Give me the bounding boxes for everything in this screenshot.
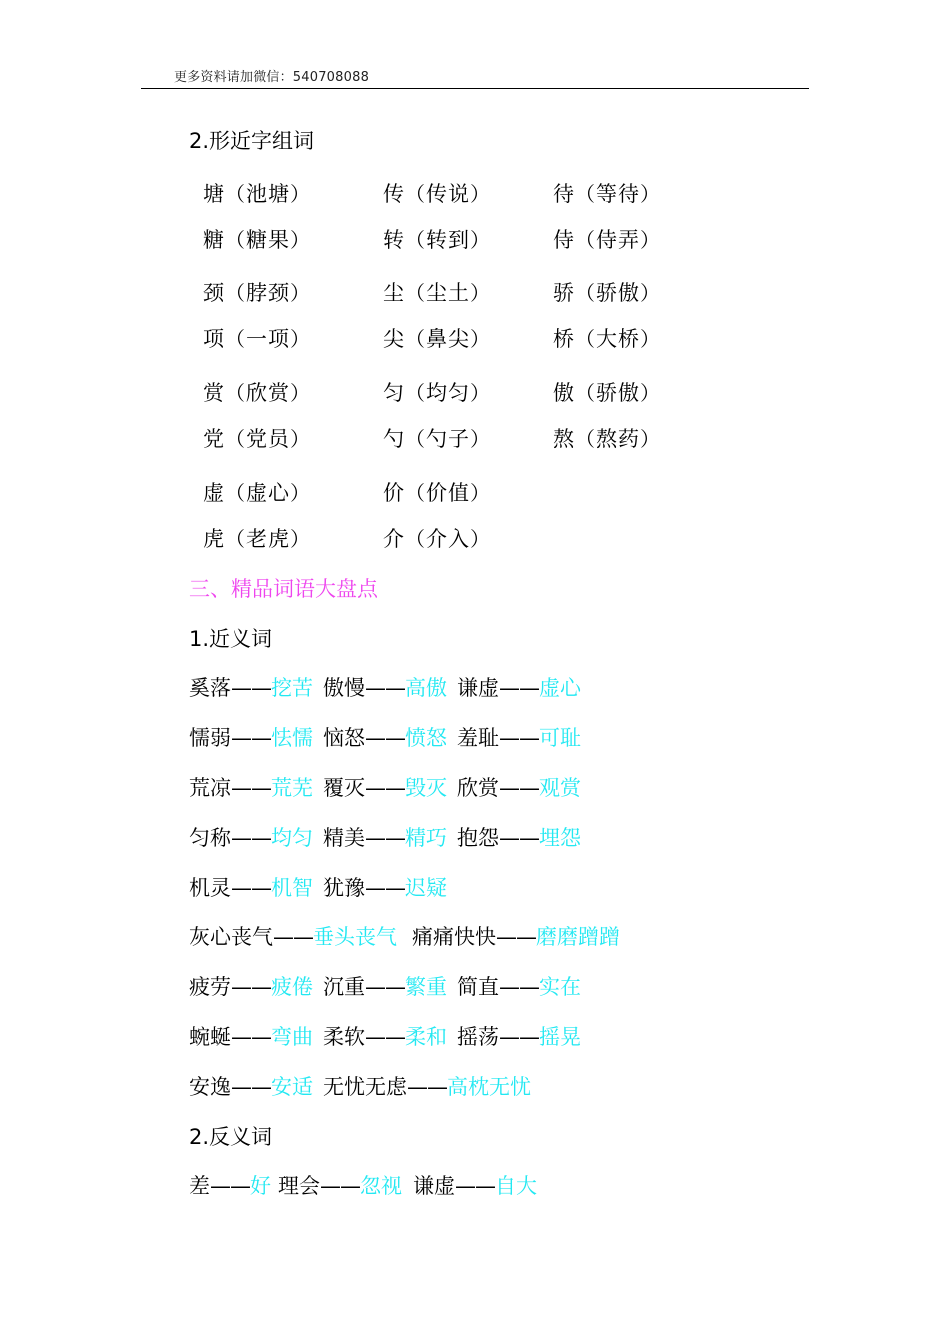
paren-close: ） [640,327,661,351]
xingjin-pair [383,280,491,306]
synonym-answer: 毁灭 [405,776,447,800]
synonym-item [457,825,581,851]
paren-close: ） [470,228,491,252]
dash: —— [365,776,405,800]
paren-open: （ [575,228,596,252]
pair-char: 傲 [553,381,575,405]
synonym-word: 恼怒 [323,726,365,750]
pair-char: 桥 [553,327,575,351]
synonym-answer: 高傲 [405,676,447,700]
xingjin-pair [383,426,491,452]
pair-char: 项 [203,327,225,351]
dash: —— [499,975,539,999]
synonym-item [323,974,447,1000]
paren-close: ） [470,527,491,551]
pair-word: 等待 [596,182,640,206]
paren-open: （ [405,228,426,252]
dash: —— [365,1025,405,1049]
pair-word: 介入 [426,527,470,551]
pair-char: 价 [383,481,405,505]
synonym-answer: 挖苦 [271,676,313,700]
dash: —— [499,776,539,800]
antonym-word: 理会 [278,1174,320,1198]
xingjin-pair [203,480,311,506]
synonym-item [189,825,313,851]
dash: —— [231,676,271,700]
xingjin-pair [383,526,491,552]
xingjin-pair [203,181,311,207]
pair-char: 勺 [383,427,405,451]
header-divider [141,88,809,89]
pair-word: 脖颈 [246,281,290,305]
pair-word: 传说 [426,182,470,206]
dash: —— [210,1174,250,1198]
pair-word: 池塘 [246,182,290,206]
synonyms-title: 1.近义词 [189,627,273,651]
pair-char: 介 [383,527,405,551]
dash: —— [499,1025,539,1049]
paren-close: ） [640,182,661,206]
synonym-word: 沉重 [323,975,365,999]
dash: —— [320,1174,360,1198]
synonym-item [457,974,581,1000]
synonym-word: 疲劳 [189,975,231,999]
paren-open: （ [405,182,426,206]
synonym-word: 羞耻 [457,726,499,750]
synonym-answer: 怯懦 [271,726,313,750]
paren-close: ） [470,381,491,405]
pair-word: 骄傲 [596,281,640,305]
xingjin-pair [203,526,311,552]
synonym-word: 安逸 [189,1075,231,1099]
synonym-answer: 均匀 [271,826,313,850]
synonym-item [189,1074,313,1100]
antonym-answer: 忽视 [360,1174,402,1198]
dash: —— [231,1025,271,1049]
antonym-word: 谦虚 [413,1174,455,1198]
pair-char: 塘 [203,182,225,206]
xingjin-pair [383,227,491,253]
synonym-word: 懦弱 [189,726,231,750]
dash: —— [365,726,405,750]
synonym-word: 傲慢 [323,676,365,700]
paren-open: （ [405,381,426,405]
synonym-word: 柔软 [323,1025,365,1049]
synonym-item [323,725,447,751]
synonym-item [323,1074,531,1100]
dash: —— [496,925,536,949]
paren-open: （ [575,182,596,206]
paren-open: （ [405,327,426,351]
xingjin-pair [383,380,491,406]
pair-word: 价值 [426,481,470,505]
antonym-answer: 自大 [495,1174,537,1198]
xingjin-pair [203,280,311,306]
paren-close: ） [470,481,491,505]
synonym-word: 简直 [457,975,499,999]
synonym-item [189,875,313,901]
pair-char: 匀 [383,381,405,405]
paren-open: （ [575,381,596,405]
paren-close: ） [470,182,491,206]
synonym-word: 痛痛快快 [412,925,496,949]
synonym-answer: 垂头丧气 [313,925,397,949]
dash: —— [231,826,271,850]
paren-close: ） [470,427,491,451]
pair-char: 熬 [553,427,575,451]
dash: —— [499,826,539,850]
paren-close: ） [470,281,491,305]
pair-char: 骄 [553,281,575,305]
synonym-word: 匀称 [189,826,231,850]
synonym-item [457,1024,581,1050]
dash: —— [365,876,405,900]
paren-close: ） [640,381,661,405]
paren-open: （ [575,281,596,305]
xingjin-pair [553,426,661,452]
synonym-word: 谦虚 [457,676,499,700]
synonym-word: 抱怨 [457,826,499,850]
synonym-item [457,775,581,801]
synonym-word: 灰心丧气 [189,925,273,949]
xingjin-title: 2.形近字组词 [189,129,315,153]
pair-word: 大桥 [596,327,640,351]
pair-char: 党 [203,427,225,451]
pair-word: 转到 [426,228,470,252]
pair-word: 鼻尖 [426,327,470,351]
dash: —— [407,1075,447,1099]
synonym-item [189,675,313,701]
synonym-item [323,825,447,851]
pair-word: 骄傲 [596,381,640,405]
pair-word: 老虎 [246,527,290,551]
pair-word: 虚心 [246,481,290,505]
antonym-item [413,1173,537,1199]
xingjin-pair [553,280,661,306]
dash: —— [499,726,539,750]
paren-open: （ [405,427,426,451]
paren-close: ） [290,281,311,305]
pair-char: 尘 [383,281,405,305]
paren-close: ） [290,427,311,451]
synonym-answer: 埋怨 [539,826,581,850]
synonym-word: 精美 [323,826,365,850]
paren-close: ） [640,281,661,305]
synonym-answer: 弯曲 [271,1025,313,1049]
pair-word: 糖果 [246,228,290,252]
dash: —— [231,726,271,750]
paren-close: ） [290,327,311,351]
page-header-text: 更多资料请加微信：540708088 [174,70,370,85]
pair-word: 尘土 [426,281,470,305]
dash: —— [365,826,405,850]
synonym-word: 无忧无虑 [323,1075,407,1099]
xingjin-pair [553,380,661,406]
paren-close: ） [290,527,311,551]
synonym-answer: 磨磨蹭蹭 [536,925,620,949]
pair-word: 一项 [246,327,290,351]
synonym-answer: 精巧 [405,826,447,850]
pair-char: 赏 [203,381,225,405]
paren-close: ） [290,481,311,505]
pair-char: 尖 [383,327,405,351]
xingjin-pair [203,380,311,406]
synonym-answer: 愤怒 [405,726,447,750]
antonym-item [278,1173,402,1199]
synonym-word: 荒凉 [189,776,231,800]
antonym-answer: 好 [250,1174,271,1198]
paren-close: ） [290,381,311,405]
dash: —— [455,1174,495,1198]
pair-char: 转 [383,228,405,252]
pair-word: 均匀 [426,381,470,405]
dash: —— [231,1075,271,1099]
paren-close: ） [470,327,491,351]
pair-word: 熬药 [596,427,640,451]
antonym-word: 差 [189,1174,210,1198]
xingjin-pair [553,227,661,253]
synonym-item [189,775,313,801]
synonym-answer: 摇晃 [539,1025,581,1049]
paren-open: （ [225,228,246,252]
xingjin-pair [383,480,491,506]
synonym-item [323,875,447,901]
xingjin-pair [203,326,311,352]
synonym-answer: 荒芜 [271,776,313,800]
pair-word: 党员 [246,427,290,451]
dash: —— [365,676,405,700]
synonym-item [189,924,397,950]
section-three-title: 三、精品词语大盘点 [189,577,378,601]
dash: —— [273,925,313,949]
paren-close: ） [640,228,661,252]
synonym-word: 机灵 [189,876,231,900]
xingjin-pair [203,426,311,452]
paren-open: （ [575,327,596,351]
synonym-item [323,775,447,801]
synonym-item [457,675,581,701]
paren-open: （ [225,281,246,305]
paren-close: ） [290,228,311,252]
xingjin-pair [203,227,311,253]
paren-open: （ [225,381,246,405]
synonym-answer: 观赏 [539,776,581,800]
pair-char: 虎 [203,527,225,551]
paren-close: ） [290,182,311,206]
pair-word: 勺子 [426,427,470,451]
paren-open: （ [405,281,426,305]
pair-char: 颈 [203,281,225,305]
dash: —— [231,975,271,999]
antonym-item [189,1173,271,1199]
synonym-answer: 繁重 [405,975,447,999]
synonym-item [189,974,313,1000]
xingjin-pair [553,326,661,352]
synonym-word: 犹豫 [323,876,365,900]
synonym-answer: 实在 [539,975,581,999]
synonym-item [412,924,620,950]
paren-open: （ [225,327,246,351]
paren-open: （ [405,481,426,505]
synonym-answer: 迟疑 [405,876,447,900]
paren-open: （ [225,427,246,451]
pair-word: 欣赏 [246,381,290,405]
paren-open: （ [225,182,246,206]
synonym-answer: 机智 [271,876,313,900]
pair-char: 虚 [203,481,225,505]
synonym-answer: 可耻 [539,726,581,750]
pair-char: 传 [383,182,405,206]
synonym-answer: 虚心 [539,676,581,700]
synonym-answer: 柔和 [405,1025,447,1049]
synonym-word: 摇荡 [457,1025,499,1049]
synonym-answer: 高枕无忧 [447,1075,531,1099]
dash: —— [499,676,539,700]
pair-char: 糖 [203,228,225,252]
synonym-item [323,675,447,701]
synonym-word: 欣赏 [457,776,499,800]
dash: —— [231,876,271,900]
synonym-word: 蜿蜒 [189,1025,231,1049]
xingjin-pair [383,326,491,352]
paren-open: （ [225,481,246,505]
pair-word: 侍弄 [596,228,640,252]
pair-char: 待 [553,182,575,206]
pair-char: 侍 [553,228,575,252]
synonym-item [457,725,581,751]
synonym-item [189,1024,313,1050]
synonym-word: 奚落 [189,676,231,700]
dash: —— [365,975,405,999]
synonym-answer: 安适 [271,1075,313,1099]
paren-open: （ [575,427,596,451]
synonym-item [189,725,313,751]
synonym-item [323,1024,447,1050]
paren-open: （ [225,527,246,551]
synonym-answer: 疲倦 [271,975,313,999]
xingjin-pair [553,181,661,207]
paren-close: ） [640,427,661,451]
paren-open: （ [405,527,426,551]
xingjin-pair [383,181,491,207]
synonym-word: 覆灭 [323,776,365,800]
antonyms-title: 2.反义词 [189,1125,273,1149]
dash: —— [231,776,271,800]
